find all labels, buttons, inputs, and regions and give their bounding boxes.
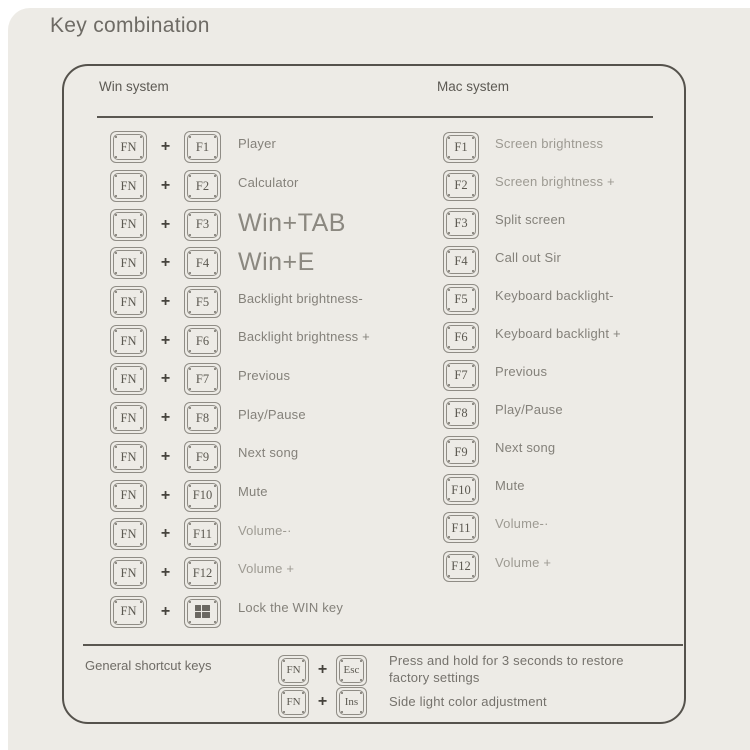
key-label: F11 xyxy=(193,526,212,541)
key-f7 xyxy=(443,360,479,391)
plus-sign: + xyxy=(160,370,171,388)
plus-sign: + xyxy=(160,254,171,272)
win-system-header: Win system xyxy=(99,79,169,94)
key-fn xyxy=(110,518,147,550)
key-f12 xyxy=(443,551,479,582)
win-shortcut-row xyxy=(110,554,370,593)
key-label: FN xyxy=(120,178,137,193)
key-label: F9 xyxy=(454,444,468,459)
page-title: Key combination xyxy=(50,14,210,37)
plus-sign: + xyxy=(317,693,328,710)
key-f2 xyxy=(184,170,221,202)
key-f11 xyxy=(443,512,479,543)
key-label: Esc xyxy=(343,663,360,676)
mac-shortcut-row xyxy=(443,242,621,280)
key-f12 xyxy=(184,557,221,589)
key-label: F2 xyxy=(454,177,468,192)
key-label: FN xyxy=(120,256,137,271)
mac-shortcut-row xyxy=(443,318,621,356)
key-fn xyxy=(110,286,147,318)
plus-sign: + xyxy=(160,215,171,233)
key-label: F6 xyxy=(454,330,468,345)
mac-shortcut-row xyxy=(443,471,621,509)
key-label: FN xyxy=(120,604,137,619)
general-shortcut-header: General shortcut keys xyxy=(85,658,212,673)
mac-shortcut-row xyxy=(443,357,621,395)
key-label: FN xyxy=(286,695,301,708)
plus-sign: + xyxy=(160,138,171,156)
shortcut-label: Mute xyxy=(238,484,268,500)
shortcut-label: Call out Sir xyxy=(495,249,561,265)
windows-logo-icon xyxy=(195,605,210,618)
mac-shortcut-row xyxy=(443,204,621,242)
key-f3 xyxy=(184,209,221,241)
key-label: FN xyxy=(120,410,137,425)
win-shortcut-row xyxy=(110,438,370,477)
key-f1 xyxy=(184,131,221,163)
shortcut-label: Volume + xyxy=(238,561,295,577)
key-fn xyxy=(110,441,147,473)
key-label: FN xyxy=(120,526,137,541)
win-shortcut-row xyxy=(110,205,370,244)
plus-sign: + xyxy=(160,177,171,195)
shortcut-label: Screen brightness xyxy=(495,135,604,151)
shortcut-label: Lock the WIN key xyxy=(238,600,344,616)
shortcut-label: Win+TAB xyxy=(238,209,346,238)
win-shortcut-row xyxy=(110,592,370,631)
win-shortcut-list xyxy=(110,128,370,631)
windows-logo-pane xyxy=(195,612,201,618)
key-f5 xyxy=(184,286,221,318)
key-label: FN xyxy=(120,372,137,387)
key-f10 xyxy=(184,480,221,512)
key-combination-panel xyxy=(62,64,686,724)
win-logo-key xyxy=(184,596,221,628)
key-fn xyxy=(110,247,147,279)
plus-sign: + xyxy=(160,563,171,581)
key-label: F6 xyxy=(195,333,210,348)
win-shortcut-row xyxy=(110,283,370,322)
key-label: F1 xyxy=(454,139,468,154)
win-shortcut-row xyxy=(110,321,370,360)
key-f2 xyxy=(443,170,479,201)
key-label: F9 xyxy=(195,449,210,464)
key-label: F2 xyxy=(195,178,210,193)
key-label: F12 xyxy=(192,565,213,580)
key-label: FN xyxy=(286,663,301,676)
key-f6 xyxy=(443,322,479,353)
key-label: F10 xyxy=(451,482,471,497)
key-f8 xyxy=(443,398,479,429)
windows-logo-pane xyxy=(195,605,201,611)
windows-logo-pane xyxy=(202,612,210,618)
general-divider xyxy=(83,644,683,646)
plus-sign: + xyxy=(160,525,171,543)
plus-sign: + xyxy=(160,331,171,349)
mac-shortcut-row xyxy=(443,166,621,204)
mac-shortcut-row xyxy=(443,395,621,433)
key-label: F5 xyxy=(454,292,468,307)
header-divider xyxy=(97,116,653,118)
key-fn xyxy=(110,363,147,395)
key-label: F8 xyxy=(195,410,210,425)
win-shortcut-row xyxy=(110,244,370,283)
key-label: FN xyxy=(120,217,137,232)
shortcut-label: Keyboard backlight + xyxy=(495,326,621,342)
shortcut-label: Previous xyxy=(495,364,548,380)
key-label: FN xyxy=(120,333,137,348)
shortcut-label: Keyboard backlight- xyxy=(495,287,614,303)
plus-sign: + xyxy=(160,486,171,504)
key-fn xyxy=(110,480,147,512)
general-shortcut-row xyxy=(278,654,661,686)
shortcut-label: Split screen xyxy=(495,211,566,227)
mac-shortcut-row xyxy=(443,433,621,471)
plus-sign: + xyxy=(160,293,171,311)
key-label: Ins xyxy=(344,695,359,708)
shortcut-label: Side light color adjustment xyxy=(389,693,547,709)
key-label: FN xyxy=(120,565,137,580)
shortcut-label: Press and hold for 3 seconds to restore factory settings xyxy=(389,653,624,685)
key-fn xyxy=(110,402,147,434)
shortcut-label: Backlight brightness- xyxy=(238,290,363,306)
shortcut-label: Win+E xyxy=(238,247,315,276)
plus-sign: + xyxy=(317,661,328,678)
key-f10 xyxy=(443,474,479,505)
key-ins xyxy=(336,687,367,718)
shortcut-label: Next song xyxy=(495,440,556,456)
key-label: F12 xyxy=(451,558,471,573)
key-f8 xyxy=(184,402,221,434)
key-fn xyxy=(110,209,147,241)
win-shortcut-row xyxy=(110,360,370,399)
win-shortcut-row xyxy=(110,167,370,206)
plus-sign: + xyxy=(160,447,171,465)
key-fn xyxy=(278,687,309,718)
win-shortcut-row xyxy=(110,399,370,438)
mac-shortcut-row xyxy=(443,280,621,318)
key-fn xyxy=(110,131,147,163)
shortcut-label: Previous xyxy=(238,367,291,383)
key-label: F4 xyxy=(454,254,468,269)
key-label: F8 xyxy=(454,406,468,421)
general-shortcut-list xyxy=(278,654,661,718)
key-f9 xyxy=(184,441,221,473)
mac-shortcut-row xyxy=(443,128,621,166)
key-fn xyxy=(110,325,147,357)
shortcut-label: Next song xyxy=(238,445,299,461)
win-shortcut-row xyxy=(110,476,370,515)
shortcut-label: Play/Pause xyxy=(238,406,306,422)
key-label: F5 xyxy=(195,294,210,309)
shortcut-label: Volume-· xyxy=(238,522,292,538)
key-label: F3 xyxy=(454,215,468,230)
key-label: F7 xyxy=(454,368,468,383)
shortcut-label: Play/Pause xyxy=(495,402,563,418)
key-f9 xyxy=(443,436,479,467)
mac-shortcut-row xyxy=(443,547,621,585)
key-f7 xyxy=(184,363,221,395)
key-f3 xyxy=(443,208,479,239)
plus-sign: + xyxy=(160,602,171,620)
key-fn xyxy=(110,170,147,202)
shortcut-label: Mute xyxy=(495,478,525,494)
key-label: F3 xyxy=(195,217,210,232)
mac-shortcut-row xyxy=(443,509,621,547)
shortcut-label: Calculator xyxy=(238,174,299,190)
key-fn xyxy=(110,557,147,589)
key-f5 xyxy=(443,284,479,315)
shortcut-label: Backlight brightness + xyxy=(238,329,370,345)
key-label: F10 xyxy=(192,488,213,503)
key-f11 xyxy=(184,518,221,550)
mac-system-header: Mac system xyxy=(437,79,510,94)
shortcut-label: Volume-· xyxy=(495,516,549,532)
key-label: FN xyxy=(120,488,137,503)
mac-shortcut-list xyxy=(443,128,621,585)
key-label: F7 xyxy=(195,372,210,387)
key-fn xyxy=(278,655,309,686)
shortcut-label: Volume + xyxy=(495,554,552,570)
windows-logo-pane xyxy=(202,605,210,611)
key-f1 xyxy=(443,132,479,163)
shortcut-label: Screen brightness + xyxy=(495,173,615,189)
win-shortcut-row xyxy=(110,128,370,167)
key-label: FN xyxy=(120,449,137,464)
key-label: F11 xyxy=(451,520,471,535)
key-f4 xyxy=(443,246,479,277)
key-esc xyxy=(336,655,367,686)
plus-sign: + xyxy=(160,409,171,427)
key-label: F4 xyxy=(195,256,210,271)
key-f4 xyxy=(184,247,221,279)
shortcut-label: Player xyxy=(238,135,277,151)
general-shortcut-row xyxy=(278,686,661,718)
key-f6 xyxy=(184,325,221,357)
key-label: F1 xyxy=(195,140,210,155)
key-label: FN xyxy=(120,140,137,155)
key-fn xyxy=(110,596,147,628)
key-label: FN xyxy=(120,294,137,309)
win-shortcut-row xyxy=(110,515,370,554)
